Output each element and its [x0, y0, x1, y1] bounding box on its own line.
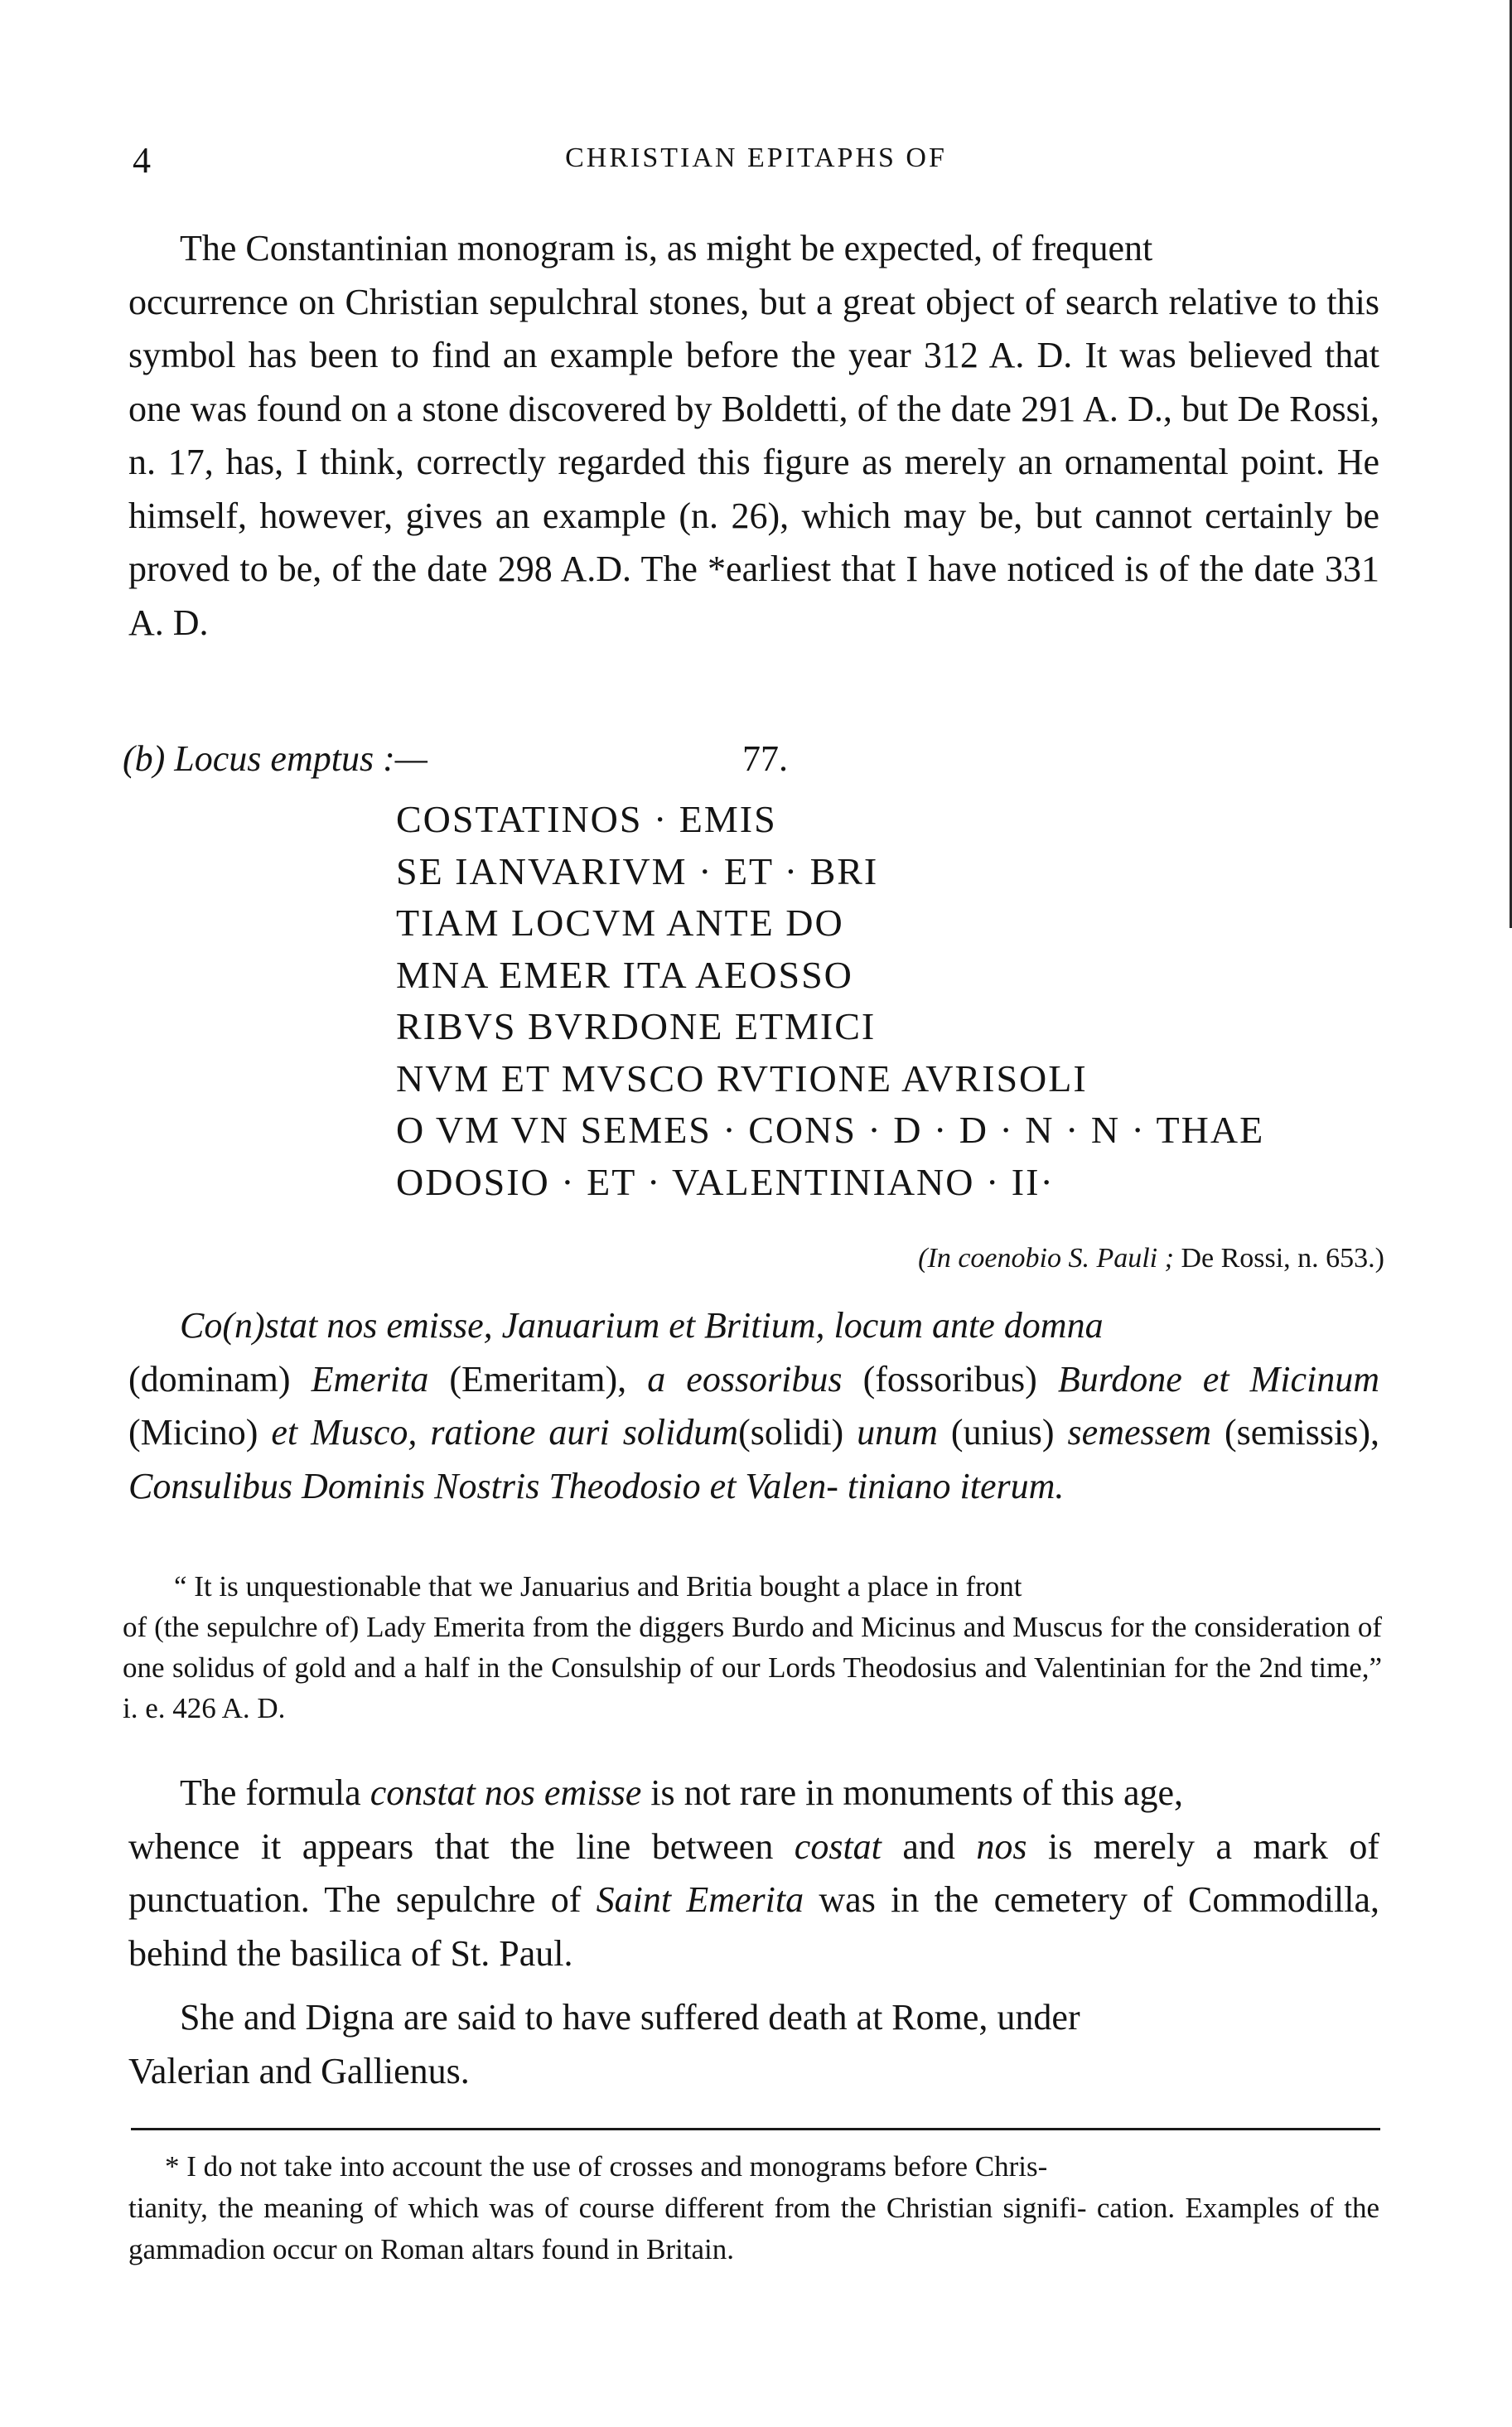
- paragraph-monogram: [128, 222, 1379, 650]
- text-segment: mark of punctuation. The sepulchre of: [128, 1825, 1380, 1920]
- inscription-line: TIAM LOCVM ANTE DO: [396, 902, 844, 944]
- reading-line: Co(n)stat nos emisse, Januarium et Britium, locum ante domna: [180, 1305, 1104, 1346]
- section-label: (b) Locus emptus :—: [123, 738, 428, 779]
- source-location: (In coenobio S. Pauli ;: [918, 1243, 1174, 1274]
- text-segment: is merely a: [1027, 1825, 1232, 1867]
- text-segment: and: [881, 1825, 977, 1867]
- inscription-line: COSTATINOS · EMIS: [396, 798, 777, 840]
- reading-text: (dominam): [128, 1358, 312, 1400]
- reading-text: (semissis),: [1211, 1412, 1380, 1453]
- footnote-line: tianity, the meaning of which was of course different from the Christian signifi-: [128, 2192, 1087, 2224]
- reading-text: semessem: [1067, 1412, 1212, 1453]
- reading-text: Emerita: [311, 1358, 429, 1400]
- reading-text: (Emeritam),: [428, 1358, 648, 1400]
- text-line: relative to this symbol has been to find an example before the year: [128, 281, 1379, 375]
- text-segment: was in the: [804, 1879, 979, 1920]
- reading-text: (Micino): [128, 1412, 272, 1453]
- inscription-line: NVM ET MVSCO RVTIONE AVRISOLI: [396, 1056, 1088, 1100]
- reading-paragraph: [128, 1299, 1379, 1513]
- inscription-line: SE IANVARIVM · ET · BRI: [396, 849, 879, 892]
- translation-line: Muscus for the consideration of one solidus of gold and a half in the Consulship: [123, 1611, 1382, 1684]
- text-line: himself, however, gives an example (n. 26), which may be, but cannot: [128, 495, 1192, 536]
- source-reference: De Rossi, n. 653.): [1181, 1243, 1384, 1274]
- text-line: correctly regarded this figure as merely an ornamental point. He: [416, 442, 1380, 482]
- text-line: 312 A. D. It was believed that one was found on a stone discovered: [128, 335, 1380, 429]
- text-segment: costat: [794, 1825, 882, 1867]
- running-head: CHRISTIAN EPITAPHS OF: [565, 143, 947, 173]
- translation-line: “ It is unquestionable that we Januarius and Britia bought a place in front: [174, 1570, 1022, 1603]
- text-line: occurrence on Christian sepulchral stones, but a great object of search: [128, 281, 1159, 322]
- reading-text: (solidi): [738, 1412, 857, 1453]
- inscription-line: O VM VN SEMES · CONS · D · D · N · N · THAE: [396, 1109, 1265, 1151]
- inscription-line: RIBVS BVRDONE ETMICI: [396, 1005, 877, 1047]
- reading-text: Micinum: [1249, 1358, 1380, 1400]
- text-segment: whence it appears that the line between: [128, 1825, 795, 1867]
- source-citation: [918, 1243, 1384, 1274]
- footnote: [128, 2146, 1379, 2270]
- text-segment: The formula: [180, 1772, 370, 1813]
- footnote-line: * I do not take into account the use of crosses and monograms before Chris-: [165, 2150, 1048, 2183]
- translation-line: of (the sepulchre of) Lady Emerita from the diggers Burdo and Micinus and: [123, 1611, 1006, 1643]
- footnote-divider: [131, 2128, 1380, 2130]
- text-line: by Boldetti, of the date 291 A. D., but De Rossi, n. 17, has, I think,: [128, 388, 1380, 482]
- translation-line: of our Lords Theodosius and Valentinian for the 2nd time,” i. e. 426 A. D.: [123, 1651, 1383, 1724]
- text-segment: cemetery of Commodilla, behind the basilica of St. Paul.: [128, 1879, 1379, 1974]
- reading-text: (unius): [937, 1412, 1055, 1453]
- text-segment: constat nos emisse: [370, 1772, 642, 1813]
- paragraph-formula: [128, 1767, 1379, 1980]
- text-line: Valerian and Gallienus.: [128, 2050, 470, 2091]
- inscription-number: 77.: [742, 738, 788, 779]
- inscription-line: MNA EMER ITA AEOSSO: [396, 953, 853, 996]
- text-line: certainly be proved to be, of the date 298 A.D. The *earliest that I: [128, 495, 1379, 589]
- footnote-line: cation. Examples of the gammadion occur on Roman altars found in Britain.: [128, 2192, 1379, 2265]
- text-segment: Saint Emerita: [596, 1879, 804, 1920]
- text-segment: is not rare in monuments of this age,: [641, 1772, 1184, 1813]
- inscription-line: ODOSIO · ET · VALENTINIANO · II·: [396, 1160, 1055, 1203]
- reading-text: unum: [857, 1412, 938, 1453]
- text-segment: nos: [976, 1825, 1027, 1867]
- section-heading-b: [123, 737, 1365, 780]
- translation-paragraph: [123, 1566, 1382, 1728]
- page-number: 4: [133, 140, 151, 181]
- inscription-block: [396, 794, 1264, 1208]
- paragraph-digna: [128, 1991, 1379, 2098]
- text-line: She and Digna are said to have suffered death at Rome, under: [180, 1997, 1080, 2038]
- reading-text: Burdone et: [1057, 1358, 1229, 1400]
- reading-text: Consulibus Dominis Nostris Theodosio et Valen-: [128, 1465, 838, 1506]
- reading-text: a eossoribus: [647, 1358, 843, 1400]
- text-line: have noticed is of the date 331 A. D.: [128, 549, 1380, 643]
- reading-text: et Musco, ratione auri solidum: [271, 1412, 739, 1453]
- reading-text: tiniano iterum.: [847, 1465, 1065, 1506]
- reading-text: (fossoribus): [842, 1358, 1058, 1400]
- text-line: The Constantinian monogram is, as might be expected, of frequent: [180, 228, 1153, 268]
